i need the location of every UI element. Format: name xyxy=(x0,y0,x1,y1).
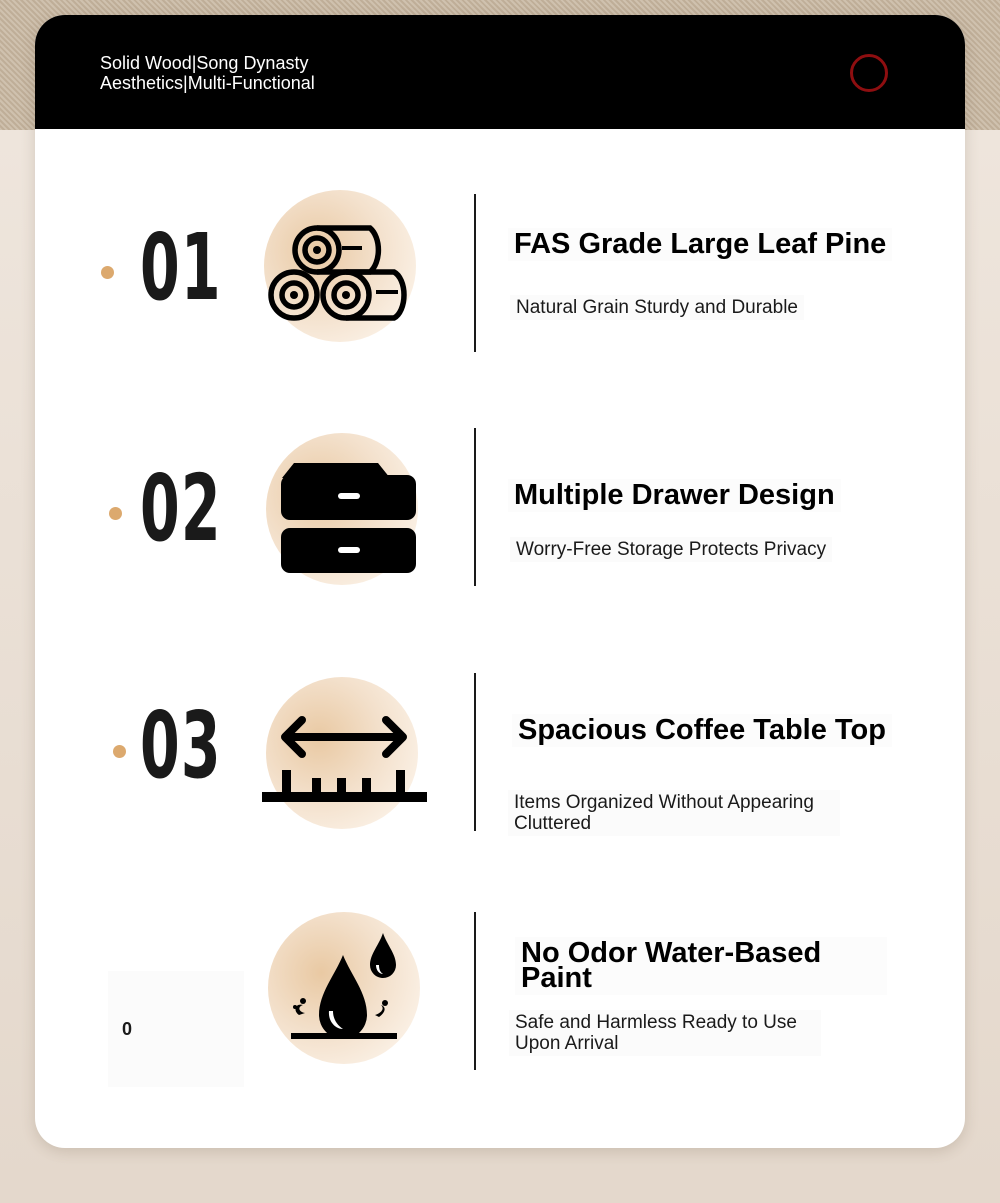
feature-item-1 xyxy=(35,190,965,350)
circle-icon xyxy=(850,54,888,92)
feature-subtitle: Natural Grain Sturdy and Durable xyxy=(510,295,804,320)
feature-number: 03 xyxy=(140,692,222,799)
drawers-icon xyxy=(266,433,426,593)
bullet-dot xyxy=(109,507,122,520)
feature-item-4 xyxy=(35,910,965,1090)
feature-item-3 xyxy=(35,670,965,834)
feature-subtitle: Safe and Harmless Ready to Use Upon Arrival xyxy=(509,1010,821,1056)
divider xyxy=(474,428,476,586)
feature-number-box xyxy=(108,971,244,1087)
card-header xyxy=(35,15,965,129)
feature-number: 0 xyxy=(122,1019,133,1039)
bullet-dot xyxy=(101,266,114,279)
feature-title: Multiple Drawer Design xyxy=(508,479,841,512)
feature-item-2 xyxy=(35,425,965,585)
feature-card xyxy=(35,15,965,1148)
feature-subtitle: Worry-Free Storage Protects Privacy xyxy=(510,537,832,562)
divider xyxy=(474,912,476,1070)
header-title: Solid Wood|Song Dynasty Aesthetics|Multi-Functional xyxy=(100,53,315,93)
water-drops-icon xyxy=(285,925,415,1050)
feature-title: Spacious Coffee Table Top xyxy=(512,714,892,747)
feature-title: No Odor Water-Based Paint xyxy=(515,937,887,995)
feature-title: FAS Grade Large Leaf Pine xyxy=(508,228,892,261)
bullet-dot xyxy=(113,745,126,758)
table-width-icon xyxy=(260,700,430,810)
divider xyxy=(474,194,476,352)
feature-subtitle: Items Organized Without Appearing Cluttered xyxy=(508,790,840,836)
logs-icon xyxy=(264,190,424,350)
feature-number: 02 xyxy=(140,455,222,562)
divider xyxy=(474,673,476,831)
feature-number: 01 xyxy=(140,214,222,321)
